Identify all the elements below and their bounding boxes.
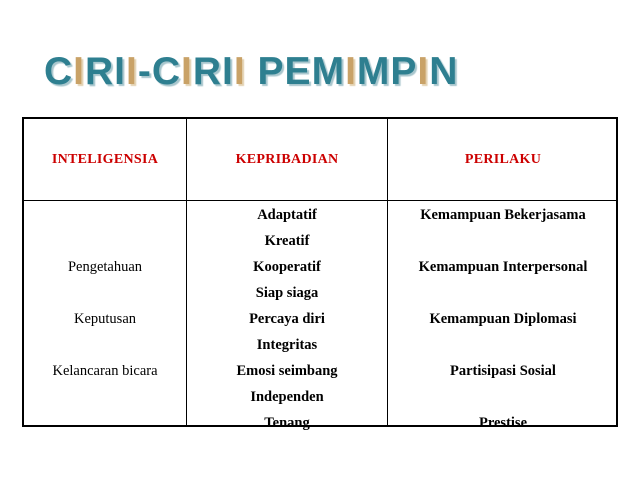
kepribadian-item: Kreatif [264,233,310,249]
title-accent-letter: I [417,50,430,93]
title-text: -C [137,50,182,93]
header-inteligensia: INTELIGENSIA [51,151,159,167]
kepribadian-item: Percaya diri [249,311,325,327]
title-text: C [44,50,74,93]
perilaku-column [388,202,618,436]
title-text: PEM [245,50,346,93]
perilaku-item [388,228,618,254]
inteligensia-item: Kelancaran bicara [52,363,158,379]
kepribadian-item: Kooperatif [253,259,321,275]
title-accent-letter: I [126,50,138,93]
perilaku-item [388,280,618,306]
title-text: MP [356,50,418,93]
inteligensia-item [24,280,186,306]
kepribadian-item: Siap siaga [255,285,319,301]
title-accent-letter: I [73,50,86,93]
kepribadian-item: Emosi seimbang [236,363,338,379]
perilaku-item: Kemampuan Bekerjasama [420,207,586,223]
inteligensia-column [24,202,186,384]
kepribadian-column [187,202,387,436]
inteligensia-item [24,202,186,228]
perilaku-item [388,384,618,410]
title-text: RI [192,50,234,93]
title-text: RI [85,50,127,93]
kepribadian-item: Adaptatif [257,207,317,223]
kepribadian-item: Tenang [264,415,310,431]
inteligensia-item [24,228,186,254]
perilaku-item [388,332,618,358]
perilaku-item: Kemampuan Interpersonal [418,259,588,275]
title-text: N [429,50,459,93]
header-kepribadian: KEPRIBADIAN [235,151,339,167]
perilaku-item: Prestise [478,415,528,431]
kepribadian-item: Independen [250,389,324,405]
inteligensia-item: Keputusan [73,311,136,327]
title-accent-letter: I [345,50,357,93]
inteligensia-item: Pengetahuan [67,259,143,275]
inteligensia-item [24,332,186,358]
characteristics-table [22,117,618,431]
slide-title [44,50,458,94]
header-divider [24,200,616,201]
perilaku-item: Partisipasi Sosial [450,363,556,379]
header-perilaku: PERILAKU [464,151,542,167]
title-accent-letter: I [233,50,246,93]
perilaku-item: Kemampuan Diplomasi [429,311,577,327]
kepribadian-item: Integritas [256,337,318,353]
title-accent-letter: I [181,50,193,93]
